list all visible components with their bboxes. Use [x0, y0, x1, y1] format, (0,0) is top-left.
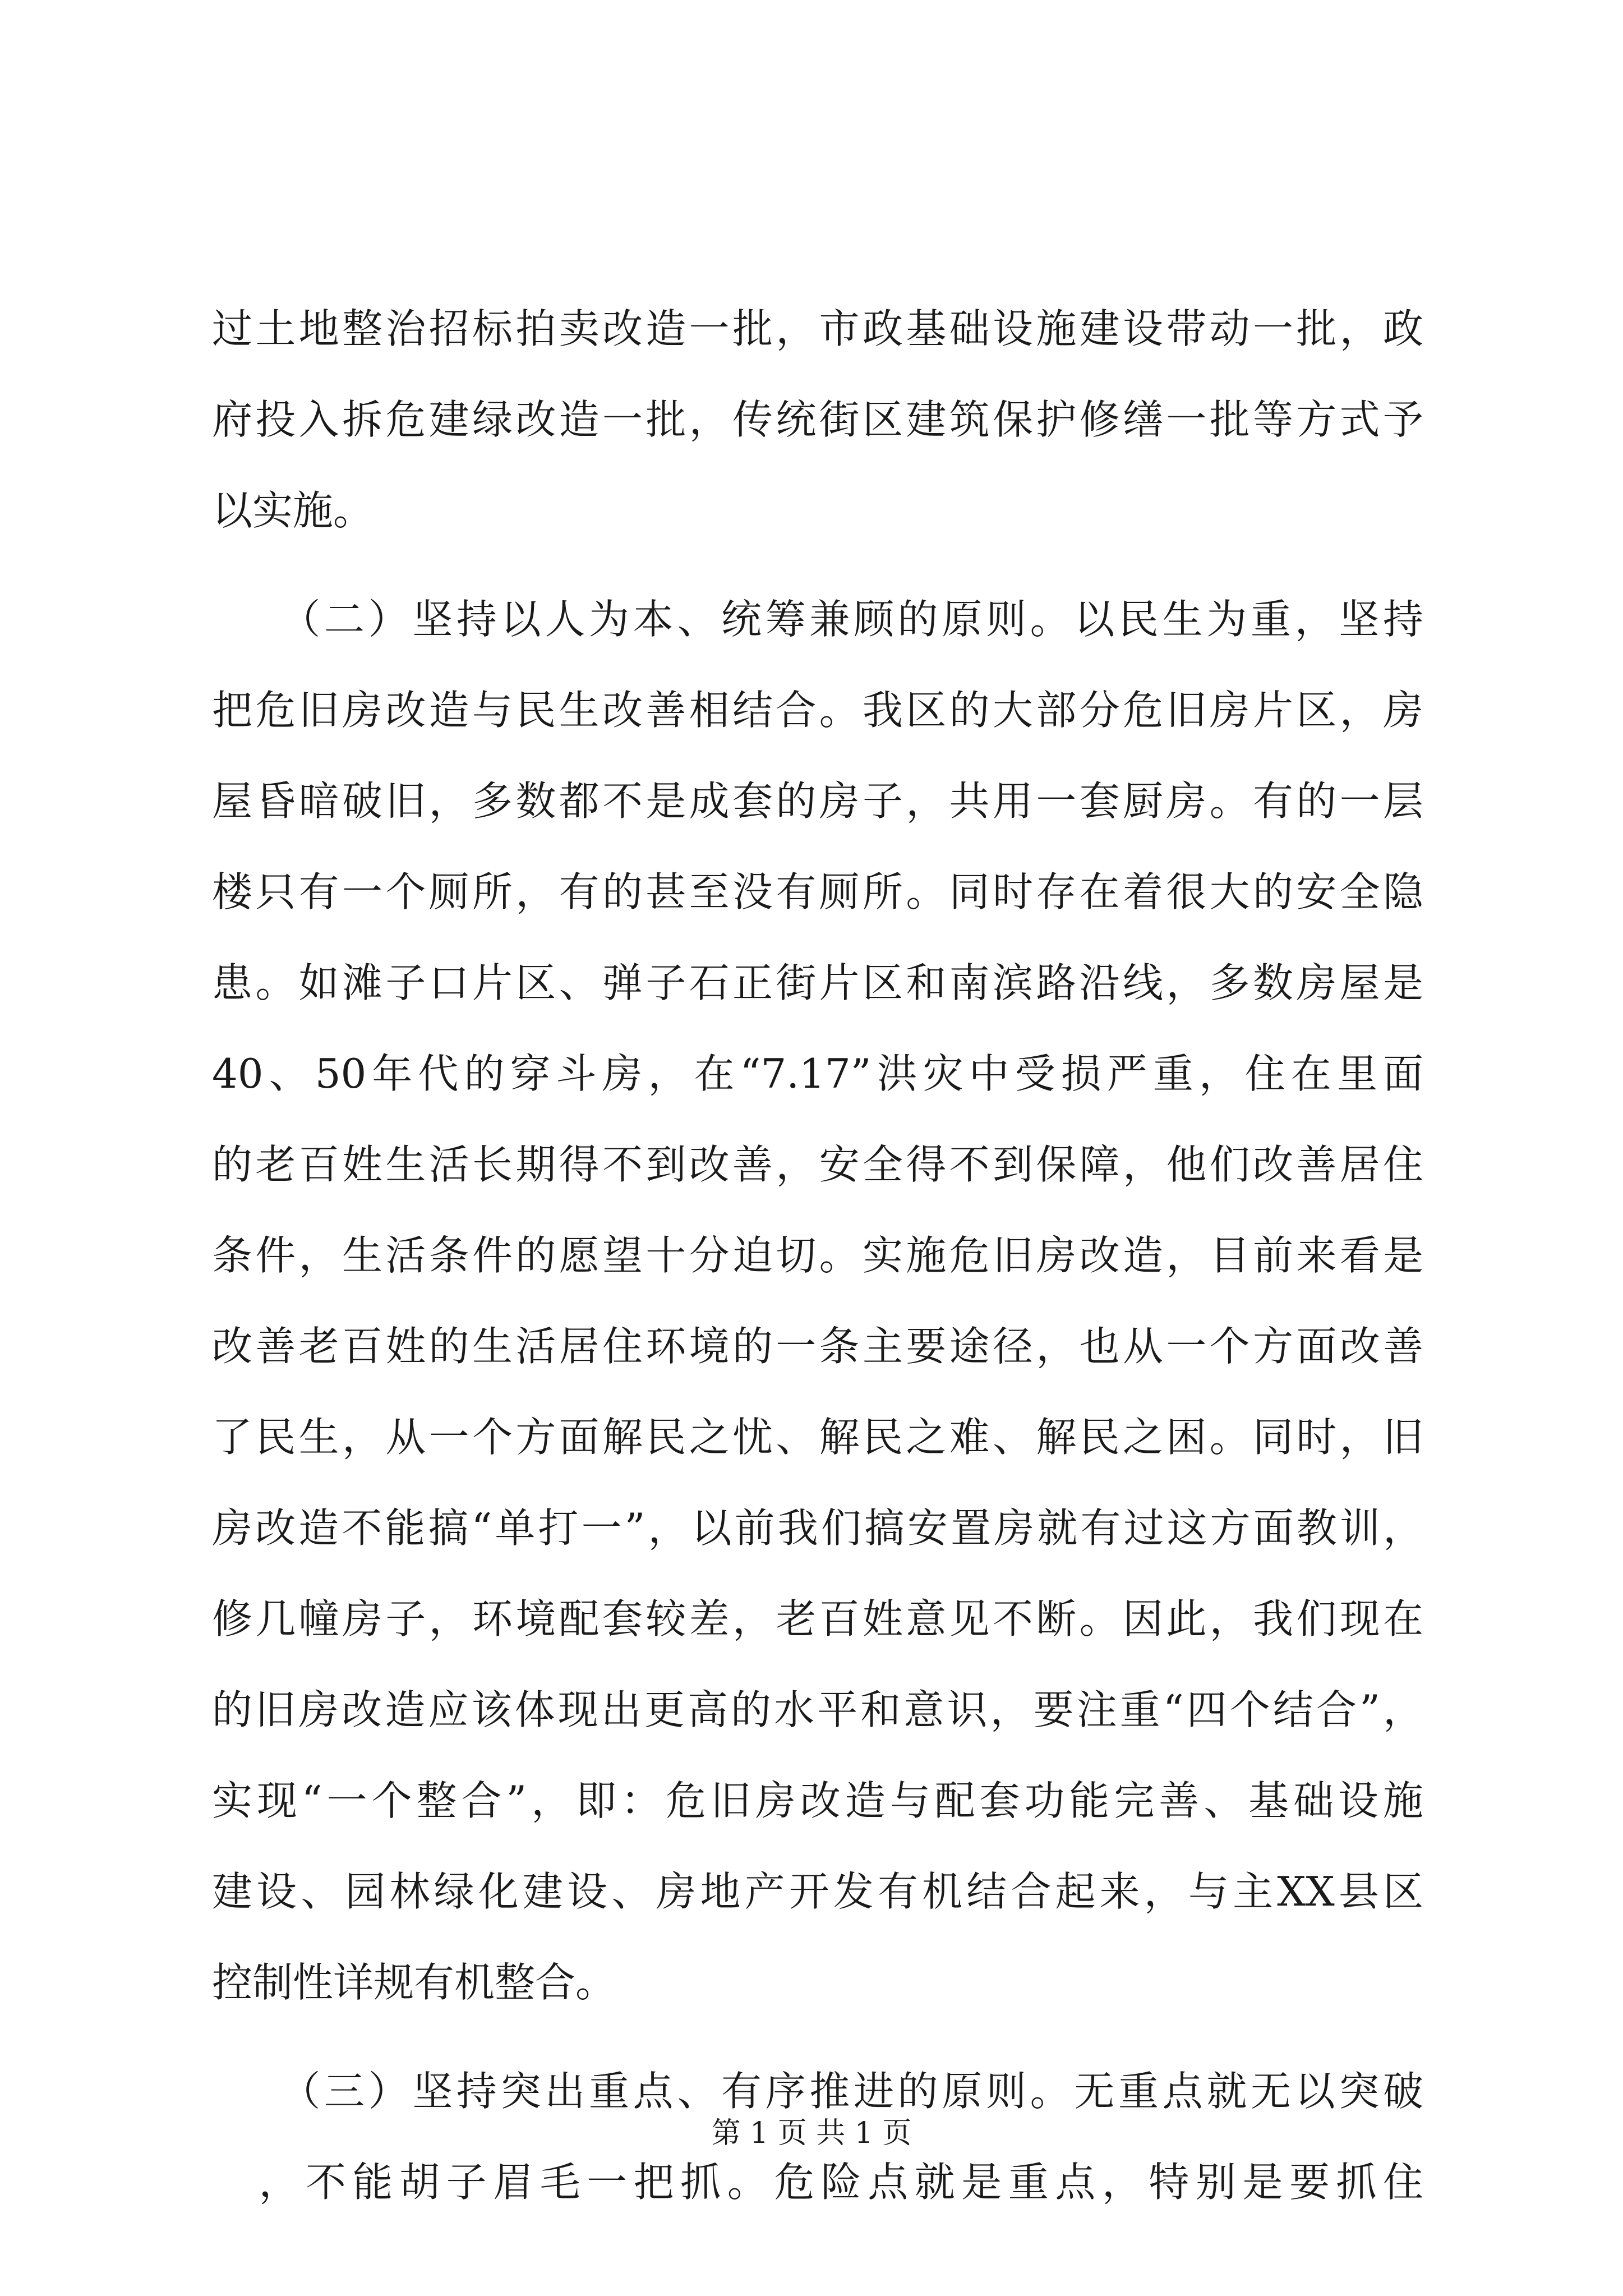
text-line: 以实施。	[212, 487, 374, 534]
text-line: （二）坚持以人为本、统筹兼顾的原则。以民生为重，坚持	[212, 596, 1423, 643]
text-line: 改善老百姓的生活居住环境的一条主要途径，也从一个方面改善	[212, 1323, 1423, 1370]
text-line: 实现“一个整合”，即：危旧房改造与配套功能完善、基础设施	[212, 1777, 1423, 1824]
text-line: 修几幢房子，环境配套较差，老百姓意见不断。因此，我们现在	[212, 1595, 1423, 1642]
page-number: 第 1 页 共 1 页	[711, 2116, 912, 2150]
text-line: 患。如滩子口片区、弹子石正街片区和南滨路沿线，多数房屋是	[212, 959, 1423, 1006]
text-line: 把危旧房改造与民生改善相结合。我区的大部分危旧房片区，房	[212, 687, 1423, 734]
text-line: 建设、园林绿化建设、房地产开发有机结合起来，与主XX县区	[212, 1868, 1423, 1915]
text-line: 房改造不能搞“单打一”，以前我们搞安置房就有过这方面教训，	[212, 1504, 1423, 1552]
text-line: 楼只有一个厕所，有的甚至没有厕所。同时存在着很大的安全隐	[212, 868, 1423, 915]
text-line: 过土地整治招标拍卖改造一批，市政基础设施建设带动一批，政	[212, 305, 1423, 352]
text-line: （三）坚持突出重点、有序推进的原则。无重点就无以突破	[212, 2068, 1423, 2115]
text-line: ，不能胡子眉毛一把抓。危险点就是重点，特别是要抓住	[212, 2159, 1423, 2206]
text-line: 府投入拆危建绿改造一批，传统街区建筑保护修缮一批等方式予	[212, 396, 1423, 443]
document-body	[212, 283, 1423, 2228]
text-line: 40、50年代的穿斗房，在“7.17”洪灾中受损严重，住在里面	[212, 1050, 1423, 1097]
text-line: 条件，生活条件的愿望十分迫切。实施危旧房改造，目前来看是	[212, 1232, 1423, 1279]
text-line: 控制性详规有机整合。	[212, 1959, 616, 2006]
text-line: 的老百姓生活长期得不到改善，安全得不到保障，他们改善居住	[212, 1141, 1423, 1188]
text-line: 了民生，从一个方面解民之忧、解民之难、解民之困。同时，旧	[212, 1414, 1423, 1461]
text-line: 的旧房改造应该体现出更高的水平和意识，要注重“四个结合”，	[212, 1686, 1423, 1733]
text-line: 屋昏暗破旧，多数都不是成套的房子，共用一套厨房。有的一层	[212, 777, 1423, 825]
